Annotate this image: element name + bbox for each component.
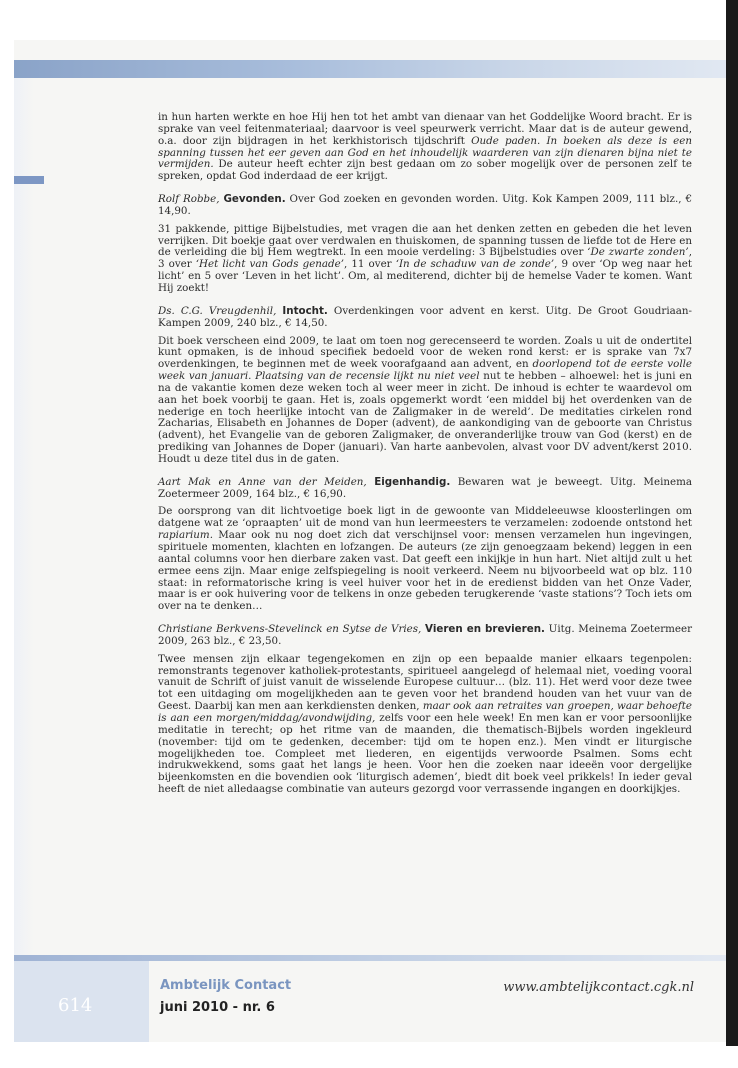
issue-label: juni 2010 - nr. 6 (160, 1000, 275, 1015)
book-entry-eigenhandig (158, 477, 692, 501)
book-title: Gevonden. (223, 193, 286, 206)
review-vieren-en-brevieren: Twee mensen zijn elkaar tegengekomen en zijn op een bepaalde manier elkaars tegenpolen: remonstrants tegenover katholiek-protestants, spiritueel aangelegd of helemaal niet, voeding vooral vanuit de Schrift of juist vanuit de wisselende Europese cultuur… (blz. 11). Het werd voor deze twee tot een uitdaging om mogelijkheden aan te geven voor het brandend houden van het vuur van de Geest. Daarbij kan men aan kerkdiensten denken, maar ook aan retraites van groepen, waar behoefte is aan een morgen/middag/avondwijding, zelfs voor een hele week! En men kan er voor persoonlijke meditatie in terecht; op het ritme van de maanden, die thematisch-Bijbels worden ingekleurd (november: tijd om te gedenken, december: tijd om te hopen enz.). Men vindt er liturgische mogelijkheden toe. Compleet met liederen, en eigentijds verwoorde Psalmen. Soms echt indrukwekkend, soms gaat het langs je heen. Voor hen die zoeken naar ideeën voor dergelijke bijeenkomsten en die bovendien ook ‘liturgisch ademen’, biedt dit boek veel prikkels! In ieder geval heeft de niet alledaagse combinatie van auteurs gezorgd voor verrassende ingangen en doorkijkjes. (158, 652, 693, 796)
book-entry-intocht (158, 306, 692, 330)
review-eigenhandig: De oorsprong van dit lichtvoetige boek ligt in de gewoonte van Middeleeuwse kloosterlingen om datgene wat ze ‘opraapten’ uit de mond van hun leermeesters te verzamelen: zodoende ontstond het rapiarium. Maar ook nu nog doet zich dat verschijnsel voor: mensen verzamelen hun ingevingen, spirituele momenten, klachten en lofzangen. De auteurs (ze zijn genoegzaam bekend) leggen in een aantal columns voor hen dierbare zaken vast. Dat geeft een inkijkje in hun hart. Niet altijd zult u het ermee eens zijn. Maar enige zelfspiegeling is nooit verkeerd. Neem nu bijvoorbeeld wat op blz. 110 staat: in reformatorische kring is veel huiver voor het in de eredienst bidden van het Onze Vader, maar is er ook huivering voor de telkens in onze gebeden terugkerende ‘vaste stations’? Toch iets om over na te denken… (158, 505, 692, 613)
review-intocht: Dit boek verscheen eind 2009, te laat om toen nog gerecenseerd te worden. Zoals u uit de ondertitel kunt opmaken, is de inhoud specifiek bedoeld voor de weken rond kerst: er is sprake van 7x7 overdenkingen, te beginnen met de week voorafgaand aan advent, en doorlopend tot de eerste volle week van januari. Plaatsing van de recensie lijkt nu niet veel nut te hebben – alhoewel: het is juni en na de vakantie komen deze weken toch al weer meer in zicht. De inhoud is echter te waardevol om aan het boek voorbij te gaan. Het is, zoals opgemerkt wordt ‘een middel bij het overdenken van de nederige en toch heerlijke intocht van de Zaligmaker in de wereld’. De meditaties cirkelen rond Zacharias, Elisabeth en Johannes de Doper (advent), de aankondiging van de geboorte van Christus (advent), het Evangelie van de geboren Zaligmaker, de onveranderlijke trouw van God (kerst) en de prediking van Johannes de Doper (januari). Van harte aanbevolen, alvast voor DV advent/kerst 2010. Houdt u deze titel dus in de gaten. (158, 334, 693, 465)
website-url[interactable]: www.ambtelijkcontact.cgk.nl (503, 980, 694, 995)
header-color-band (14, 60, 726, 78)
book-entry-vieren-en-brevieren (158, 624, 692, 648)
book-author: Aart Mak en Anne van der Meiden, (158, 475, 367, 488)
book-author: Rolf Robbe, (158, 193, 220, 206)
scan-margin-top (0, 0, 738, 40)
left-margin-band (14, 60, 34, 975)
book-details: Uitg. Meinema Zoetermeer 2009, 263 blz., € 23,50. (158, 623, 693, 647)
magazine-name: Ambtelijk Contact (160, 978, 292, 993)
book-details: Overdenkingen voor advent en kerst. Uitg. De Groot Goudriaan-Kampen 2009, 240 blz., € 14,50. (158, 304, 692, 329)
page-number: 614 (58, 995, 93, 1016)
margin-tab-marker (14, 176, 44, 184)
book-title: Intocht. (282, 304, 328, 317)
book-entry-gevonden (158, 194, 692, 218)
scan-edge-right (726, 0, 738, 1068)
book-author: Ds. C.G. Vreugdenhil, (158, 304, 277, 317)
scan-margin-bottom (0, 1046, 738, 1068)
book-author: Christiane Berkvens-Stevelinck en Sytse de Vries, (158, 623, 422, 636)
review-gevonden: 31 pakkende, pittige Bijbelstudies, met vragen die aan het denken zetten en gebeden die het leven verrijken. Dit boekje gaat over verdwalen en thuiskomen, de spanning tussen de liefde tot de Here en de verleiding die bij Hem wegtrekt. In een mooie verdeling: 3 Bijbelstudies over ‘De zwarte zonden’, 3 over ‘Het licht van Gods genade’, 11 over ‘In de schaduw van de zonde’, 9 over ‘Op weg naar het licht’ en 5 over ‘Leven in het licht’. Om, al mediterend, dichter bij de hemelse Vader te komen. Want Hij zoekt! (158, 222, 692, 294)
intro-paragraph: in hun harten werkte en hoe Hij hen tot het ambt van dienaar van het Goddelijke Woord bracht. Er is sprake van veel feitenmateriaal; daarvoor is veel speurwerk verricht. Maar dat is de auteur gewend, o.a. door zijn bijdragen in het kerkhistorisch tijdschrift Oude paden. In boeken als deze is een spanning tussen het eer geven aan God en het inhoudelijk waarderen van zijn dienaren bijna niet te vermijden. De auteur heeft echter zijn best gedaan om zo sober mogelijk over de personen zelf te spreken, opdat God inderdaad de eer krijgt. (158, 111, 692, 183)
article-body (158, 112, 692, 796)
book-title: Vieren en brevieren. (425, 623, 545, 636)
book-details: Bewaren wat je beweegt. Uitg. Meinema Zoetermeer 2009, 164 blz., € 16,90. (158, 475, 692, 500)
book-title: Eigenhandig. (374, 475, 451, 488)
book-details: Over God zoeken en gevonden worden. Uitg. Kok Kampen 2009, 111 blz., € 14,90. (158, 193, 692, 217)
